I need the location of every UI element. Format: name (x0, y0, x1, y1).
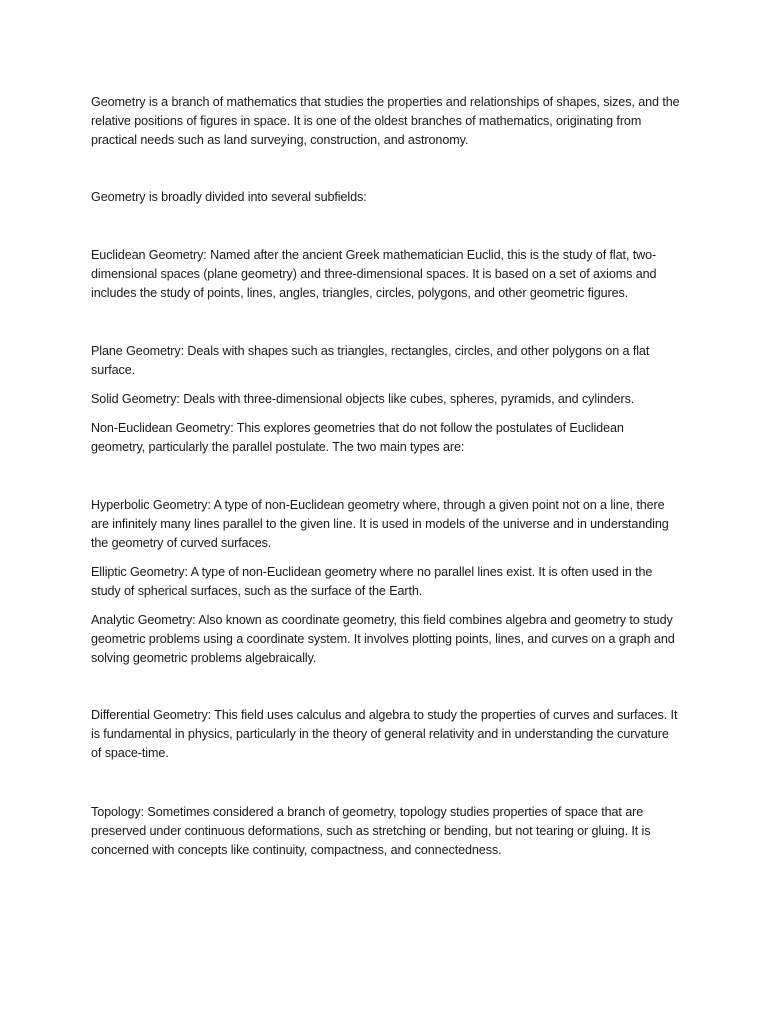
paragraph-analytic: Analytic Geometry: Also known as coordinate geometry, this field combines algebra and geometry to study geometric problems using a coordinate system. It involves plotting points, lines, and curves on a graph and solving geometric problems algebraically. (91, 613, 675, 665)
paragraph-subfields-intro: Geometry is broadly divided into several subfields: (91, 190, 367, 204)
paragraph-intro: Geometry is a branch of mathematics that studies the properties and relationships of shapes, sizes, and the relative positions of figures in space. It is one of the oldest branches of mathematics, originating from practical needs such as land surveying, construction, and astronomy. (91, 95, 680, 147)
paragraph-hyperbolic: Hyperbolic Geometry: A type of non-Euclidean geometry where, through a given point not on a line, there are infinitely many lines parallel to the given line. It is used in models of the universe and in understanding the geometry of curved surfaces. (91, 498, 669, 550)
paragraph-differential: Differential Geometry: This field uses calculus and algebra to study the properties of curves and surfaces. It is fundamental in physics, particularly in the theory of general relativity and in understanding the curvature of space-time. (91, 708, 678, 760)
paragraph-topology: Topology: Sometimes considered a branch of geometry, topology studies properties of space that are preserved under continuous deformations, such as stretching or bending, but not tearing or gluing. It is concerned with concepts like continuity, compactness, and connectedness. (91, 805, 651, 857)
paragraph-elliptic: Elliptic Geometry: A type of non-Euclidean geometry where no parallel lines exist. It is often used in the study of spherical surfaces, such as the surface of the Earth. (91, 565, 653, 598)
paragraph-solid: Solid Geometry: Deals with three-dimensional objects like cubes, spheres, pyramids, and cylinders. (91, 392, 635, 406)
paragraph-euclidean: Euclidean Geometry: Named after the ancient Greek mathematician Euclid, this is the study of flat, two-dimensional spaces (plane geometry) and three-dimensional spaces. It is based on a set of axioms and includes the study of points, lines, angles, triangles, circles, polygons, and other geometric figures. (91, 248, 657, 300)
paragraph-non-euclidean: Non-Euclidean Geometry: This explores geometries that do not follow the postulates of Euclidean geometry, particularly the parallel postulate. The two main types are: (91, 421, 624, 454)
paragraph-plane: Plane Geometry: Deals with shapes such as triangles, rectangles, circles, and other polygons on a flat surface. (91, 344, 650, 377)
